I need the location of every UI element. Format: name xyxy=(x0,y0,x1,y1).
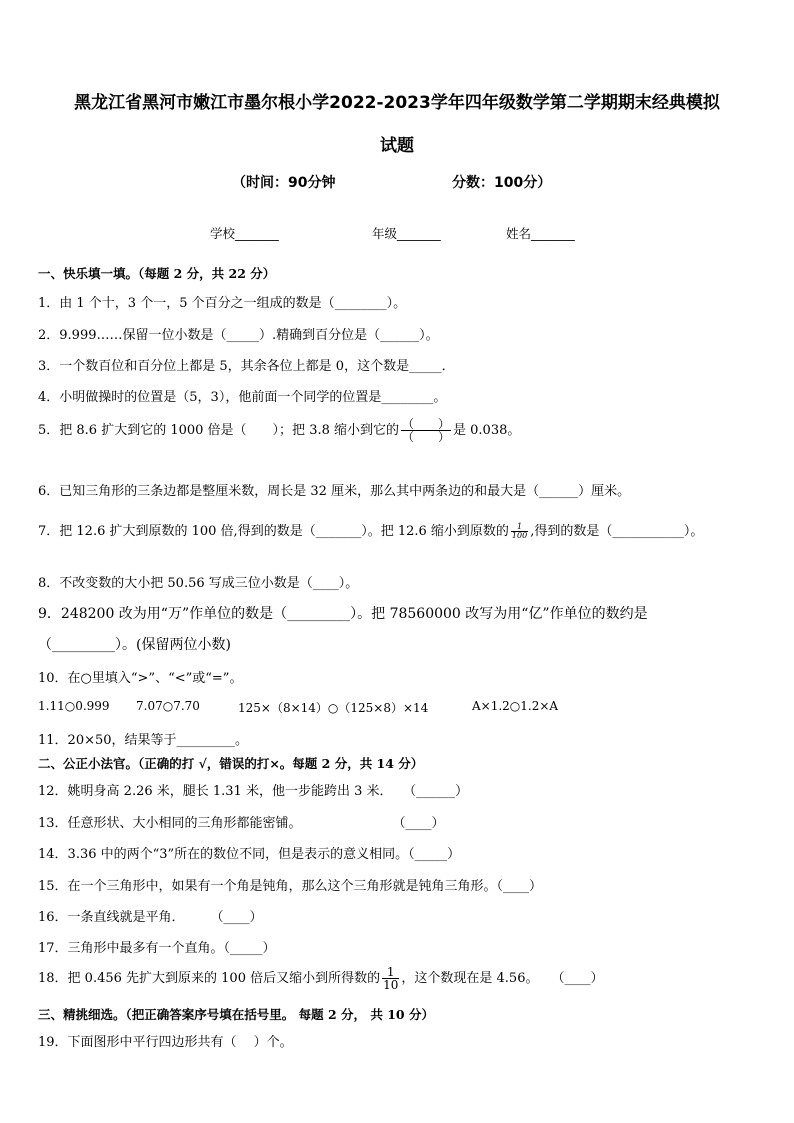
fraction-one-hundredth xyxy=(511,523,528,540)
page-title-continued: 试题 xyxy=(380,136,414,156)
question-11: 11．20×50，结果等于_________。 xyxy=(38,733,249,748)
question-5-text-a: 5．把 8.6 扩大到它的 1000 倍是（ ）；把 3.8 缩小到它的 xyxy=(38,423,399,438)
question-3: 3．一个数百位和百分位上都是 5，其余各位上都是 0，这个数是_____． xyxy=(38,359,455,374)
question-8: 8．不改变数的大小把 50.56 写成三位小数是（____）。 xyxy=(38,576,359,591)
question-7-text-b: ,得到的数是（___________）。 xyxy=(530,524,704,539)
question-9: 9．248200 改为用“万”作单位的数是（_________）。把 78560000 改写为用“亿”作单位的数约是 xyxy=(38,606,648,622)
compare-item-1: 1.11○0.999 xyxy=(38,699,110,713)
question-7-text-a: 7．把 12.6 扩大到原数的 100 倍,得到的数是（_______）。把 12.6 缩小到原数的 xyxy=(38,524,509,539)
exam-time: （时间：90分钟 xyxy=(232,175,336,191)
school-field: 学校_______ xyxy=(210,226,279,241)
question-18-text-b: ，这个数现在是 4.56。 （____） xyxy=(401,971,604,986)
fraction-numerator: （ ） xyxy=(402,417,451,431)
question-17: 17．三角形中最多有一个直角。（_____） xyxy=(38,941,276,956)
question-14: 14．3.36 中的两个“3”所在的数位不同，但是表示的意义相同。（_____） xyxy=(38,847,461,862)
question-10: 10．在○里填入“>”、“<”或“=”。 xyxy=(38,671,243,686)
question-4: 4．小明做操时的位置是（5，3），他前面一个同学的位置是________。 xyxy=(38,390,447,405)
fraction-blank xyxy=(401,418,451,443)
question-2: 2．9.999……保留一位小数是（_____）.精确到百分位是（______）。 xyxy=(38,328,439,343)
fraction-denominator: （ ） xyxy=(402,430,451,444)
question-19: 19．下面图形中平行四边形共有（ ）个。 xyxy=(38,1035,293,1050)
section-heading-1: 一、快乐填一填。（每题 2 分，共 22 分） xyxy=(38,266,276,281)
compare-item-4: A×1.2○1.2×A xyxy=(472,699,559,713)
fraction-numerator: 1 xyxy=(511,523,528,532)
compare-item-3: 125×（8×14）○（125×8）×14 xyxy=(238,701,429,715)
question-18 xyxy=(38,966,603,991)
section-heading-3: 三、精挑细选。（把正确答案序号填在括号里。 每题 2 分， 共 10 分） xyxy=(38,1007,434,1022)
fraction-numerator: 1 xyxy=(382,966,399,979)
page-title: 黑龙江省黑河市嫩江市墨尔根小学2022-2023学年四年级数学第二学期期末经典模拟 xyxy=(74,93,720,113)
question-6: 6．已知三角形的三条边都是整厘米数，周长是 32 厘米，那么其中两条边的和最大是（______）厘米。 xyxy=(38,484,631,499)
fraction-denominator: 100 xyxy=(511,531,528,540)
question-16: 16．一条直线就是平角． （____） xyxy=(38,910,263,925)
question-18-text-a: 18．把 0.456 先扩大到原来的 100 倍后又缩小到所得数的 xyxy=(38,971,381,986)
exam-score: 分数：100分） xyxy=(452,175,552,191)
fraction-denominator: 10 xyxy=(383,978,399,992)
name-field: 姓名_______ xyxy=(506,226,575,241)
fraction-one-tenth xyxy=(382,966,399,991)
question-1: 1．由 1 个十，3 个一，5 个百分之一组成的数是（________）。 xyxy=(38,296,407,311)
compare-item-2: 7.07○7.70 xyxy=(136,699,200,713)
question-13: 13．任意形状、大小相同的三角形都能密铺。 （____） xyxy=(38,816,445,831)
section-heading-2: 二、公正小法官。（正确的打 √，错误的打×。每题 2 分，共 14 分） xyxy=(38,756,424,771)
question-9-continued: （_________）。(保留两位小数) xyxy=(38,637,231,653)
question-12: 12．姚明身高 2.26 米，腿长 1.31 米，他一步能跨出 3 米． （______） xyxy=(38,784,469,799)
question-15: 15．在一个三角形中，如果有一个角是钝角，那么这个三角形就是钝角三角形。（____） xyxy=(38,879,543,894)
question-5 xyxy=(38,418,520,443)
grade-field: 年级_______ xyxy=(372,226,441,241)
question-7 xyxy=(38,520,703,540)
question-5-text-b: 是 0.038。 xyxy=(453,423,521,438)
